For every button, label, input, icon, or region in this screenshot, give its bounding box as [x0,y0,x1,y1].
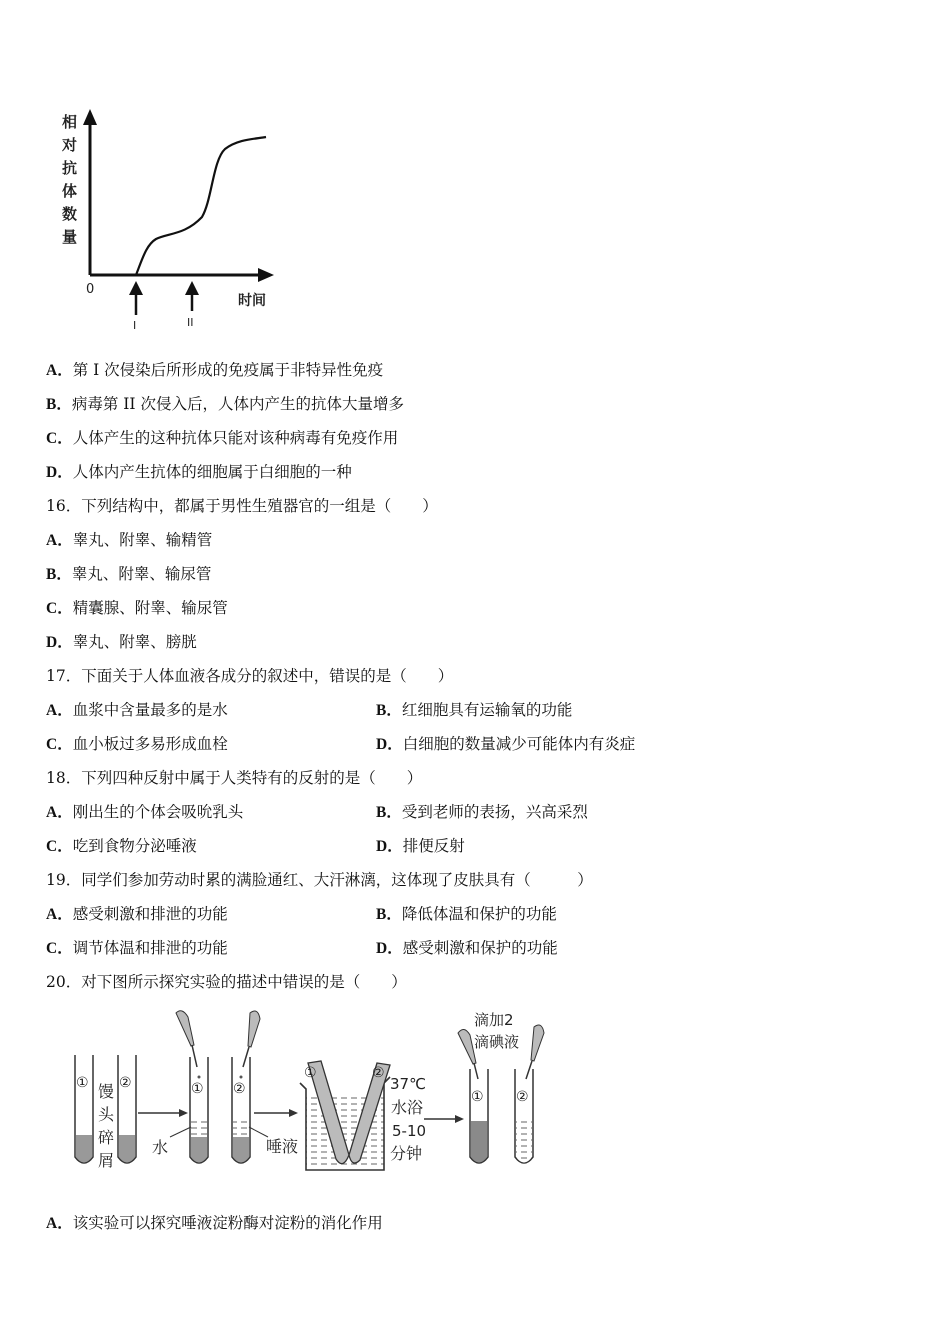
q18-option-a: A．刚出生的个体会吸吮乳头 [46,803,244,821]
tube-1b-crumbs [191,1137,207,1163]
q17-option-a: A．血浆中含量最多的是水 [46,701,228,719]
q15-option-d: D．人体内产生抗体的细胞属于白细胞的一种 [46,463,352,481]
iodine-label-1: 滴加2 [474,1011,514,1029]
ylabel-char: 数 [62,205,78,223]
dropper-2 [248,1011,260,1047]
q20-option-a: A．该实验可以探究唾液淀粉酶对淀粉的消化作用 [46,1214,383,1232]
minutes-label: 分钟 [390,1144,423,1163]
final-tube-2-liquid [516,1121,532,1157]
mantou-label-char: 馒 [98,1082,115,1101]
q15-option-b: B．病毒第 II 次侵入后，人体内产生的抗体大量增多 [46,395,404,413]
tube-2-crumbs [119,1135,135,1163]
q20-stem: 20．对下图所示探究实验的描述中错误的是（ ） [46,973,407,991]
tube-2b-label: ② [233,1081,246,1097]
antibody-curve [136,137,266,275]
graph-origin: 0 [86,282,95,297]
water-label: 水 [152,1138,169,1157]
q19-option-b: B．降低体温和保护的功能 [376,905,557,923]
dropper-3-tip [474,1063,478,1079]
tube-1b-water [191,1117,207,1137]
q16-option-d: D．睾丸、附睾、膀胱 [46,633,197,651]
q19-option-c: C．调节体温和排泄的功能 [46,939,228,957]
q18-stem: 18．下列四种反射中属于人类特有的反射的是（ ） [46,769,423,787]
tube-2b-crumbs [233,1137,249,1163]
final-tube-2-label: ② [516,1089,529,1105]
graph-ylabel [61,113,77,246]
tube-2b-saliva [233,1117,249,1137]
dropper-2-tip [243,1047,249,1067]
ylabel-char: 抗 [62,159,78,177]
ylabel-char: 对 [62,136,78,154]
experiment-figure [60,1005,560,1180]
arrowhead-stage-1 [179,1109,188,1117]
q19-option-d: D．感受刺激和保护的功能 [376,939,558,957]
iodine-label-2: 滴碘液 [474,1033,520,1051]
bath-label: 水浴 [391,1098,424,1117]
ylabel-char: 体 [62,182,78,200]
final-tube-1-label: ① [471,1089,484,1105]
dropper-4-tip [526,1061,532,1079]
tube-2-label: ② [119,1075,132,1091]
bath-tube-2-label: ② [372,1065,385,1081]
dropper-1 [176,1011,194,1046]
mantou-label-char: 屑 [98,1151,115,1170]
stage-2-tubes [152,1011,298,1163]
q17-stem: 17．下面关于人体血液各成分的叙述中，错误的是（ ） [46,667,454,685]
q15-option-c: C．人体产生的这种抗体只能对该种病毒有免疫作用 [46,429,399,447]
drop [198,1076,201,1079]
stage-4-iodine [458,1011,544,1163]
x-axis-arrow [258,268,274,282]
q18-option-b: B．受到老师的表扬，兴高采烈 [376,803,588,821]
infection-1-arrowhead [129,281,143,295]
q15-option-a: A．第 I 次侵染后所形成的免疫属于非特异性免疫 [46,361,384,379]
dropper-1-tip [192,1045,197,1067]
y-axis-arrow [83,109,97,125]
infection-1-label: I [133,319,137,332]
q17-option-d: D．白细胞的数量减少可能体内有炎症 [376,735,636,753]
water-pointer [170,1127,191,1137]
bath-tube-1-label: ① [304,1065,317,1081]
mantou-label-char: 头 [98,1105,115,1124]
tube-1b-label: ① [191,1081,204,1097]
duration-label: 5-10 [392,1122,427,1140]
graph-xlabel: 时间 [238,293,266,309]
infection-2-label: II [187,316,194,329]
stage-3-water-bath [300,1061,426,1170]
temp-label: 37℃ [390,1075,426,1093]
ylabel-char: 量 [62,228,78,246]
infection-2-arrowhead [185,281,199,295]
arrowhead-stage-3 [455,1115,464,1123]
stage-1-tubes [75,1055,136,1170]
q19-option-a: A．感受刺激和排泄的功能 [46,905,228,923]
antibody-graph [50,105,290,335]
q17-option-c: C．血小板过多易形成血栓 [46,735,228,753]
q16-option-b: B．睾丸、附睾、输尿管 [46,565,212,583]
ylabel-char: 相 [62,113,78,131]
q16-stem: 16．下列结构中，都属于男性生殖器官的一组是（ ） [46,497,438,515]
mantou-label-char: 碎 [98,1128,115,1147]
arrowhead-stage-2 [289,1109,298,1117]
tube-1-label: ① [76,1075,89,1091]
drop [240,1076,243,1079]
q18-option-c: C．吃到食物分泌唾液 [46,837,197,855]
saliva-pointer [249,1127,268,1137]
q16-option-c: C．精囊腺、附睾、输尿管 [46,599,228,617]
final-tube-1-blue [471,1121,487,1163]
saliva-label: 唾液 [266,1137,299,1156]
q17-option-b: B．红细胞具有运输氧的功能 [376,701,573,719]
q18-option-d: D．排便反射 [376,837,465,855]
q19-stem: 19．同学们参加劳动时累的满脸通红、大汗淋漓，这体现了皮肤具有（ ） [46,871,593,889]
q16-option-a: A．睾丸、附睾、输精管 [46,531,213,549]
tube-1-crumbs [76,1135,92,1163]
dropper-4 [531,1025,544,1061]
